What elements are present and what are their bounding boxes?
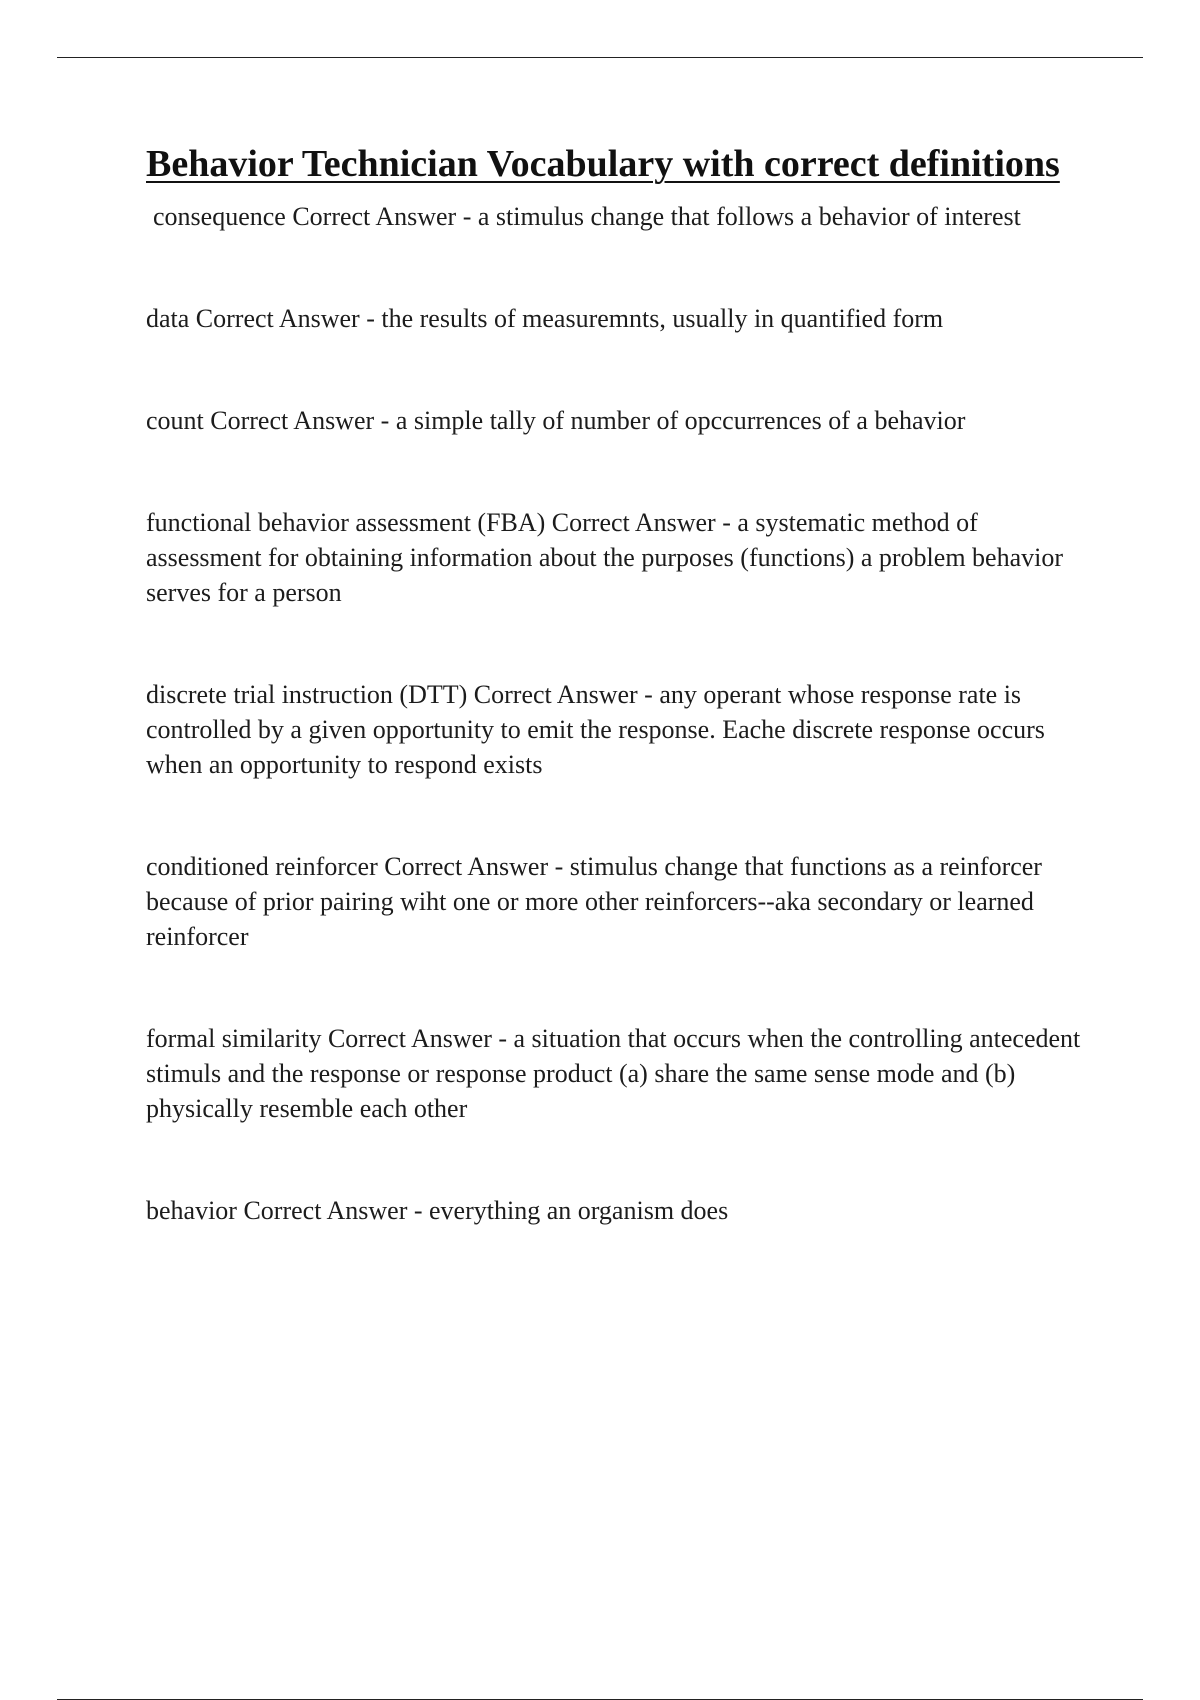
vocabulary-entry: consequence Correct Answer - a stimulus change that follows a behavior of interest bbox=[153, 202, 1021, 231]
vocabulary-entry: data Correct Answer - the results of measuremnts, usually in quantified form bbox=[146, 304, 944, 333]
document-body bbox=[146, 140, 1086, 1295]
vocabulary-entry: behavior Correct Answer - everything an organism does bbox=[146, 1196, 729, 1225]
vocabulary-entry: count Correct Answer - a simple tally of number of opccurrences of a behavior bbox=[146, 406, 966, 435]
vocabulary-list bbox=[146, 199, 1086, 1228]
header-rule bbox=[57, 57, 1143, 58]
vocabulary-entry: functional behavior assessment (FBA) Correct Answer - a systematic method of assessment for obtaining information about the purposes (functions) a problem behavior serves for a person bbox=[146, 508, 1064, 607]
vocabulary-entry: formal similarity Correct Answer - a situation that occurs when the controlling antecedent stimuls and the response or response product (a) share the same sense mode and (b) physically resemble each other bbox=[146, 1024, 1081, 1123]
document-title: Behavior Technician Vocabulary with correct definitions bbox=[146, 143, 1060, 185]
vocabulary-entry: discrete trial instruction (DTT) Correct Answer - any operant whose response rate is controlled by a given opportunity to emit the response. Eache discrete response occurs when an opportunity to respond exists bbox=[146, 680, 1045, 779]
vocabulary-entry: conditioned reinforcer Correct Answer - stimulus change that functions as a reinforcer because of prior pairing wiht one or more other reinforcers--aka secondary or learned reinforcer bbox=[146, 852, 1042, 951]
